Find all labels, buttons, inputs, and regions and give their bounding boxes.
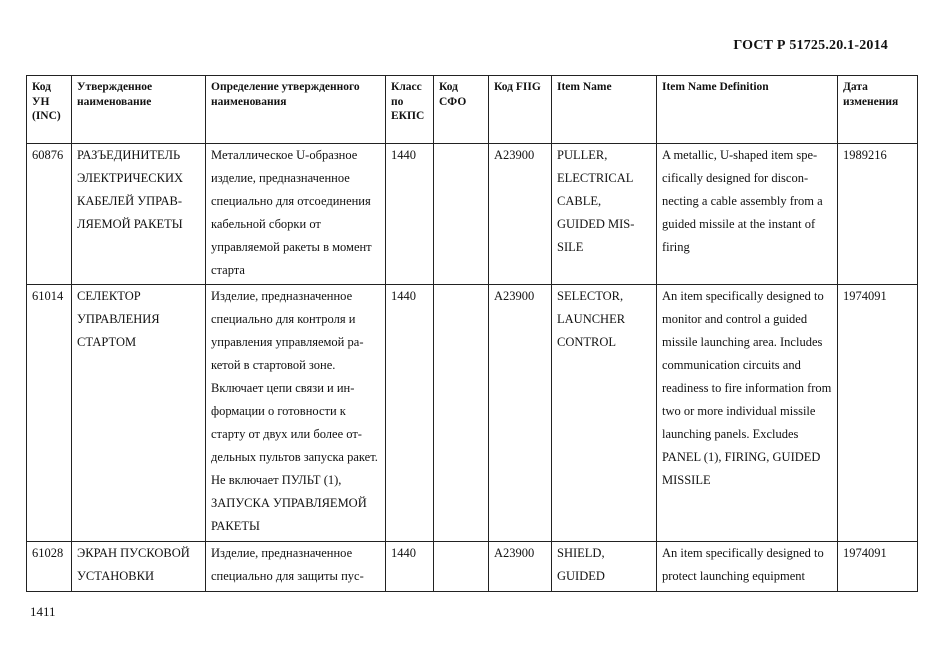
cell-sfo — [434, 542, 489, 592]
cell-definition-ru-text: Изделие, предназначенное специально для защиты пус- — [211, 546, 364, 583]
col-header-inc: Код УН (INC) — [27, 76, 72, 144]
cell-approved-name — [72, 542, 206, 592]
cell-definition-en: A metallic, U-shaped item specifically designed for disconnecting a cable assembly from a guided missile at the instant of firing — [657, 144, 838, 285]
cell-fiig: A23900 — [489, 285, 552, 542]
table-row — [27, 285, 918, 542]
col-header-definition-en: Item Name Definition — [657, 76, 838, 144]
table-row — [27, 542, 918, 592]
cell-date: 1974091 — [838, 285, 918, 542]
cell-date — [838, 542, 918, 592]
cell-item-name: PULLER, ELECTRICAL CABLE, GUIDED MISSILE — [552, 144, 657, 285]
cell-date: 1989216 — [838, 144, 918, 285]
cell-fiig — [489, 542, 552, 592]
cell-fiig: A23900 — [489, 144, 552, 285]
cell-definition-ru: Изделие, предназначенное специально для контроля и управления управляемой ракетой в стартовой зоне. Включает цепи связи и информации о готовности к старту от двух или более отдельных пультов запуска ракет. Не включает ПУЛЬТ (1), ЗАПУСКА УПРАВЛЯЕМОЙ РАКЕТЫ — [206, 285, 386, 542]
col-header-date: Дата изменения — [838, 76, 918, 144]
cell-sfo — [434, 285, 489, 542]
col-header-fiig: Код FIIG — [489, 76, 552, 144]
cell-sfo-text — [439, 542, 483, 588]
col-header-sfo: Код СФО — [434, 76, 489, 144]
cell-class-text: 1440 — [391, 546, 416, 560]
cell-inc — [27, 542, 72, 592]
cell-date-text: 1974091 — [843, 546, 887, 560]
cell-class: 1440 — [386, 144, 434, 285]
cell-class — [386, 542, 434, 592]
col-header-definition-ru: Определение утвержденного наименования — [206, 76, 386, 144]
cell-approved-name: СЕЛЕКТОР УПРАВЛЕНИЯ СТАРТОМ — [72, 285, 206, 542]
cell-fiig-text: A23900 — [494, 546, 535, 560]
col-header-approved-name: Утвержденное наименование — [72, 76, 206, 144]
cell-definition-ru — [206, 542, 386, 592]
document-standard-title: ГОСТ Р 51725.20.1-2014 — [733, 38, 888, 53]
cell-inc: 61014 — [27, 285, 72, 542]
cell-definition-en — [657, 542, 838, 592]
items-table — [26, 75, 918, 592]
cell-item-name: SELECTOR, LAUNCHER CONTROL — [552, 285, 657, 542]
cell-inc-text: 61028 — [32, 546, 64, 560]
cell-definition-en-text: An item specifically designed to protect launching equipment — [662, 546, 824, 583]
cell-approved-name: РАЗЪЕДИНИТЕЛЬ ЭЛЕКТРИЧЕСКИХ КАБЕЛЕЙ УПРАВЛЯЕМОЙ РАКЕТЫ — [72, 144, 206, 285]
cell-class: 1440 — [386, 285, 434, 542]
cell-item-name-text: SHIELD, GUIDED — [557, 546, 605, 583]
col-header-class: Класс по ЕКПС — [386, 76, 434, 144]
page-number: 1411 — [30, 604, 56, 619]
table-row — [27, 144, 918, 285]
cell-inc: 60876 — [27, 144, 72, 285]
cell-approved-name-text: ЭКРАН ПУСКОВОЙ УСТАНОВКИ — [77, 546, 190, 583]
cell-definition-ru: Металлическое U-образное изделие, предназначенное специально для отсоединения кабельной сборки от управляемой ракеты в момент старта — [206, 144, 386, 285]
cell-sfo — [434, 144, 489, 285]
table-header-row — [27, 76, 918, 144]
cell-item-name — [552, 542, 657, 592]
cell-definition-en: An item specifically designed to monitor and control a guided missile launching area. Includes communication circuits and readiness to fire information from two or more individual missile launching panels. Excludes PANEL (1), FIRING, GUIDED MISSILE — [657, 285, 838, 542]
col-header-item-name: Item Name — [552, 76, 657, 144]
